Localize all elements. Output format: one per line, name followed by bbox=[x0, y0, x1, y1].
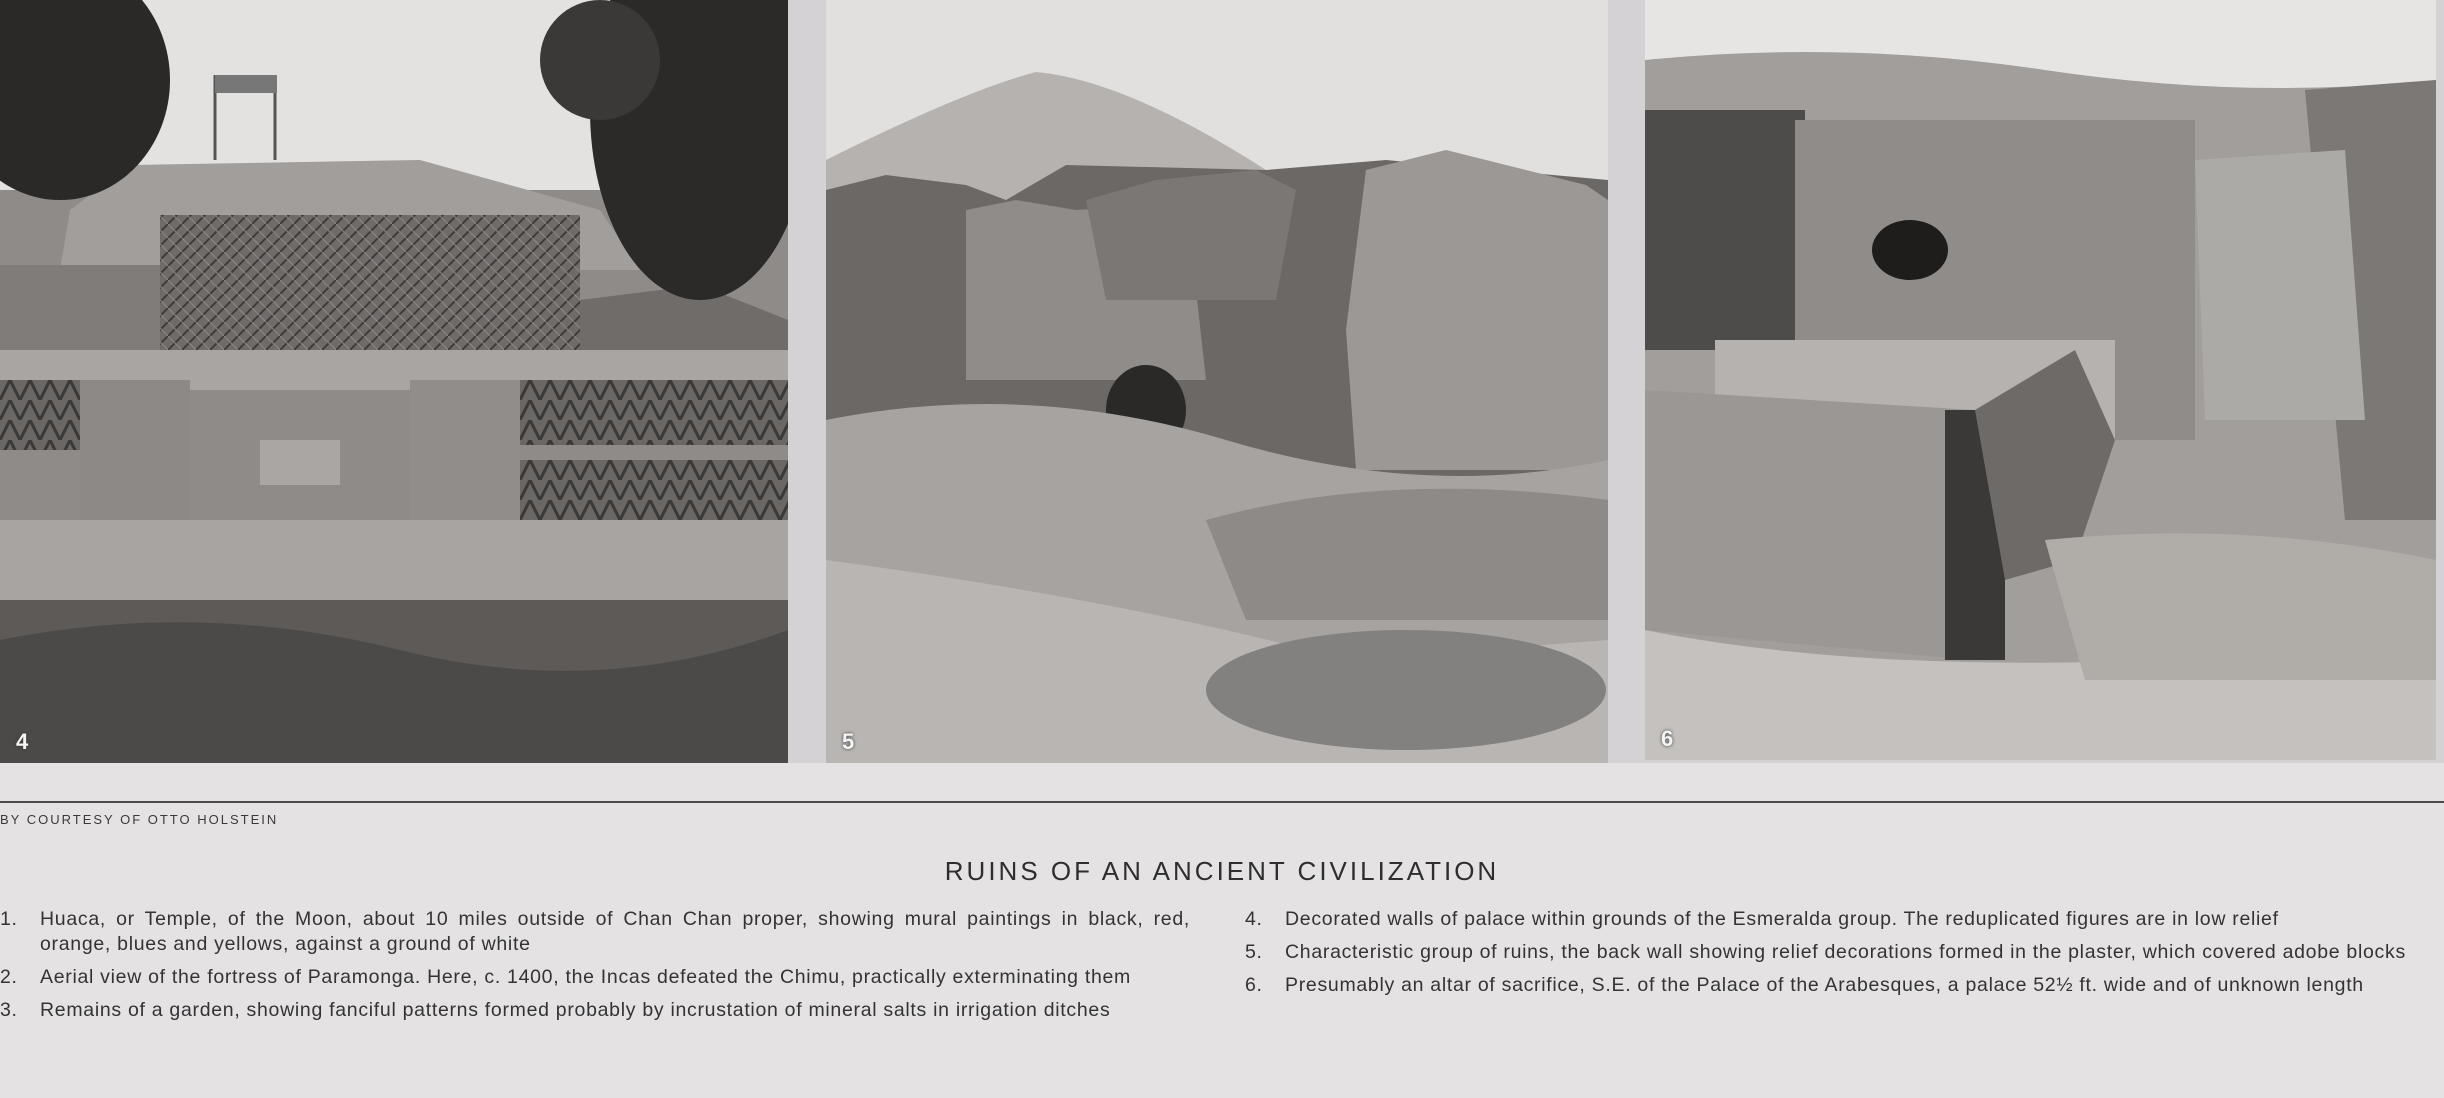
photo-4-image bbox=[0, 0, 788, 763]
photo-6-image bbox=[1645, 0, 2436, 760]
page-title: RUINS OF AN ANCIENT CIVILIZATION bbox=[944, 856, 1500, 886]
photo-5-image bbox=[826, 0, 1608, 763]
photo-number: 4 bbox=[16, 729, 29, 754]
caption-text: Presumably an altar of sacrifice, S.E. of the Palace of the Arabesques, a palace 52½ ft. wide and of unknown length bbox=[1285, 974, 2364, 996]
photo-5 bbox=[826, 0, 1608, 763]
caption-column-right bbox=[1245, 907, 2441, 1006]
caption-text: Aerial view of the fortress of Paramonga. Here, c. 1400, the Incas defeated the Chimu, practically exterminating them bbox=[40, 966, 1131, 988]
caption-column-left bbox=[0, 907, 1190, 1031]
caption-text: Huaca, or Temple, of the Moon, about 10 miles outside of Chan Chan proper, showing mural paintings in black, red, orange, blues and yellows, against a ground of white bbox=[40, 908, 1190, 955]
photo-number: 6 bbox=[1661, 726, 1674, 751]
caption-text: Remains of a garden, showing fanciful patterns formed probably by incrustation of mineral salts in irrigation ditches bbox=[40, 999, 1111, 1021]
caption-number: 6. bbox=[1245, 974, 1263, 996]
caption-item bbox=[1245, 973, 2441, 998]
photo-credit: BY COURTESY OF OTTO HOLSTEIN bbox=[0, 812, 279, 827]
divider-rule bbox=[0, 801, 2444, 803]
caption-text: Decorated walls of palace within grounds of the Esmeralda group. The reduplicated figures are in low relief bbox=[1285, 908, 2279, 930]
caption-item bbox=[1245, 907, 2441, 932]
caption-item bbox=[0, 965, 1190, 990]
caption-item bbox=[1245, 940, 2441, 965]
caption-number: 1. bbox=[0, 908, 18, 930]
caption-item bbox=[0, 907, 1190, 957]
caption-number: 3. bbox=[0, 999, 18, 1021]
photo-4 bbox=[0, 0, 788, 763]
photo-6 bbox=[1645, 0, 2436, 760]
caption-item bbox=[0, 998, 1190, 1023]
photo-number: 5 bbox=[842, 729, 855, 754]
caption-number: 5. bbox=[1245, 941, 1263, 963]
caption-text: Characteristic group of ruins, the back wall showing relief decorations formed in the plaster, which covered adobe blocks bbox=[1285, 941, 2406, 963]
caption-number: 4. bbox=[1245, 908, 1263, 930]
caption-number: 2. bbox=[0, 966, 18, 988]
